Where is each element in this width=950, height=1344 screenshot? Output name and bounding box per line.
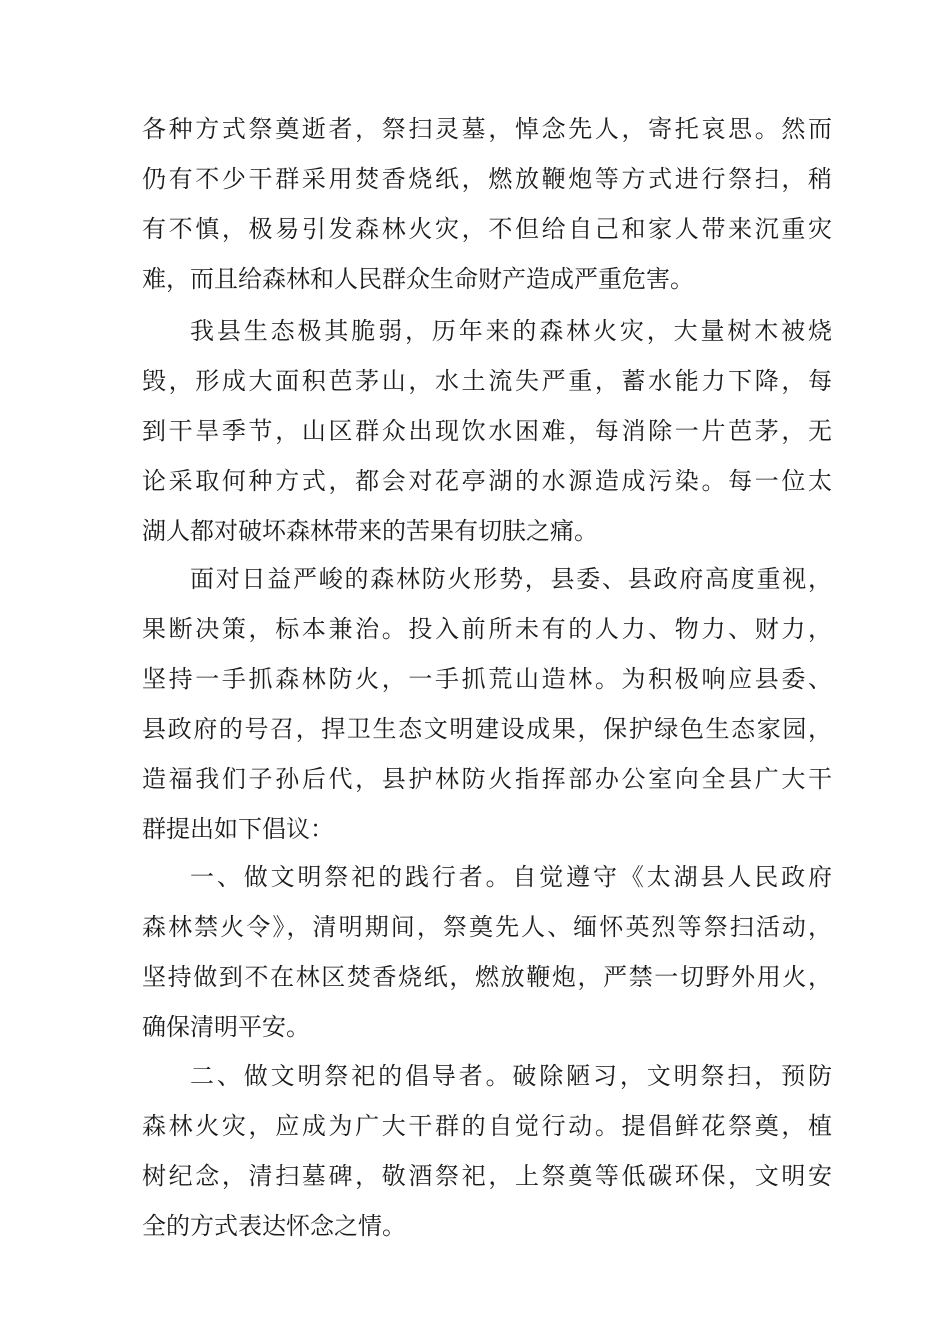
text-line: 森林禁火令》，清明期间，祭奠先人、缅怀英烈等祭扫活动， xyxy=(142,913,832,941)
text-line: 我县生态极其脆弱，历年来的森林火灾，大量树木被烧 xyxy=(190,317,832,345)
document-body xyxy=(142,104,832,1240)
text-line: 树纪念，清扫墓碑，敬酒祭祀，上祭奠等低碳环保，文明安 xyxy=(142,1162,832,1190)
text-line: 仍有不少干群采用焚香烧纸，燃放鞭炮等方式进行祭扫，稍 xyxy=(142,165,832,193)
paragraph-5 xyxy=(142,1051,832,1251)
text-line: 到干旱季节，山区群众出现饮水困难，每消除一片芭茅，无 xyxy=(142,417,832,445)
text-line: 毁，形成大面积芭茅山，水土流失严重，蓄水能力下降，每 xyxy=(142,367,832,395)
text-line: 果断决策，标本兼治。投入前所未有的人力、物力、财力， xyxy=(142,615,832,643)
text-line: 湖人都对破坏森林带来的苦果有切肤之痛。 xyxy=(142,517,598,545)
text-line: 造福我们子孙后代，县护林防火指挥部办公室向全县广大干 xyxy=(142,765,832,793)
text-line: 群提出如下倡议： xyxy=(142,815,334,843)
text-line: 一、做文明祭祀的践行者。自觉遵守《太湖县人民政府 xyxy=(190,863,832,891)
text-line: 论采取何种方式，都会对花亭湖的水源造成污染。每一位太 xyxy=(142,467,832,495)
text-line: 县政府的号召，捍卫生态文明建设成果，保护绿色生态家园， xyxy=(142,715,832,743)
text-line: 全的方式表达怀念之情。 xyxy=(142,1212,406,1240)
text-line: 坚持一手抓森林防火，一手抓荒山造林。为积极响应县委、 xyxy=(142,665,832,693)
text-line: 难，而且给森林和人民群众生命财产造成严重危害。 xyxy=(142,265,694,293)
text-line: 二、做文明祭祀的倡导者。破除陋习，文明祭扫，预防 xyxy=(190,1062,832,1090)
paragraph-3 xyxy=(142,554,832,854)
text-line: 面对日益严峻的森林防火形势，县委、县政府高度重视， xyxy=(190,565,832,593)
paragraph-1 xyxy=(142,104,832,304)
text-line: 森林火灾，应成为广大干群的自觉行动。提倡鲜花祭奠，植 xyxy=(142,1112,832,1140)
paragraph-2 xyxy=(142,306,832,556)
text-line: 坚持做到不在林区焚香烧纸，燃放鞭炮，严禁一切野外用火， xyxy=(142,963,832,991)
text-line: 有不慎，极易引发森林火灾，不但给自己和家人带来沉重灾 xyxy=(142,215,832,243)
text-line: 各种方式祭奠逝者，祭扫灵墓，悼念先人，寄托哀思。然而 xyxy=(142,115,832,143)
text-line: 确保清明平安。 xyxy=(142,1013,310,1041)
paragraph-4 xyxy=(142,852,832,1052)
